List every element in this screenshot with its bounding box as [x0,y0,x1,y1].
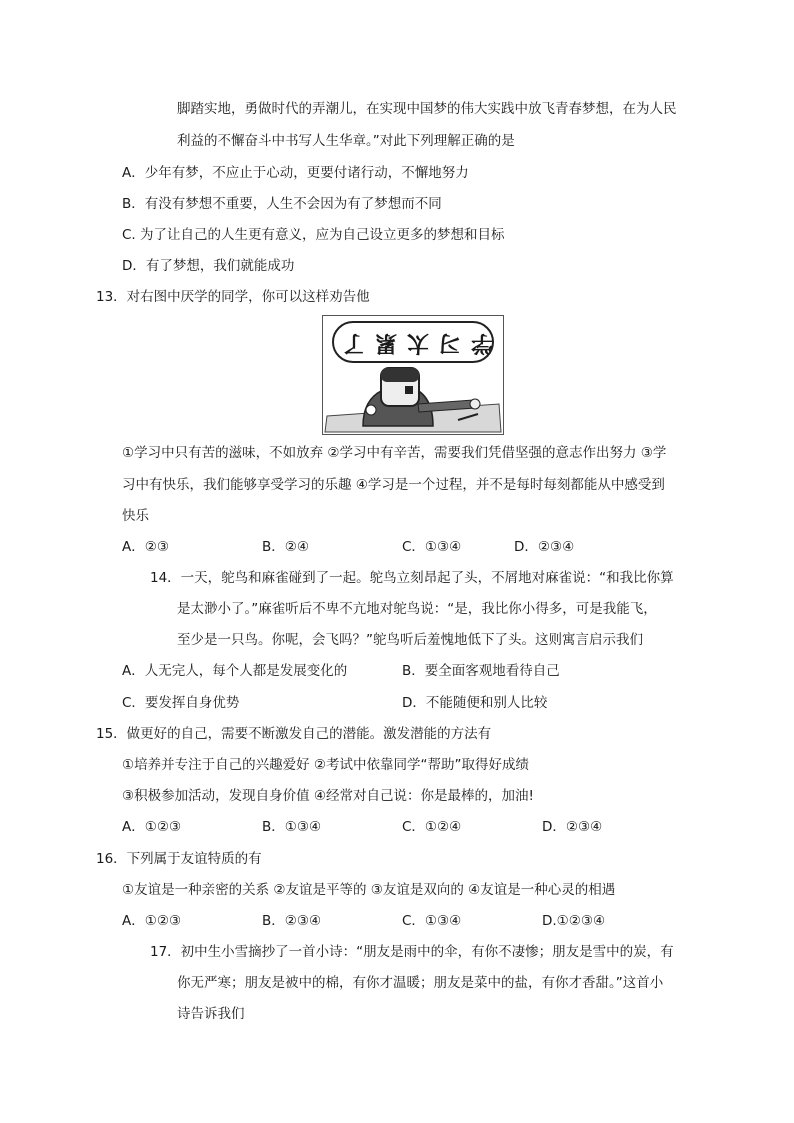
q16-option-a: A．①②③ [122,913,182,929]
q16-option-d: D.①②③④ [542,913,606,929]
q13-choices-line: 习中有快乐，我们能够享受学习的乐趣 ④学习是一个过程，并不是每时每刻都能从中感受到 [122,477,665,493]
q14-option-c: C．要发挥自身优势 [122,695,240,711]
q17-stem-line: 诗告诉我们 [177,1006,245,1022]
q12-option-a: A．少年有梦，不应止于心动，更要付诸行动，不懈地努力 [122,165,469,181]
q14-option-b: B．要全面客观地看待自己 [402,663,560,679]
q15-option-d: D．②③④ [542,819,603,835]
q14-option-d: D．不能随便和别人比较 [402,695,548,711]
q13-choices-line: 快乐 [122,508,149,524]
q16-stem: 16．下列属于友谊特质的有 [96,851,262,867]
q16-option-c: C．①③④ [402,913,462,929]
crumpled-paper [366,405,376,415]
q13-option-d: D．②③④ [514,539,575,555]
q12-option-d: D．有了梦想，我们就能成功 [122,258,295,274]
q16-choices-line: ①友谊是一种亲密的关系 ②友谊是平等的 ③友谊是双向的 ④友谊是一种心灵的相遇 [122,882,616,898]
q13-option-b: B．②④ [262,539,309,555]
student-eye [405,386,413,394]
q17-stem-line: 17．初中生小雪摘抄了一首小诗：“朋友是雨中的伞，有你不凄惨；朋友是雪中的炭，有 [150,944,674,960]
q14-stem-line: 是太渺小了。”麻雀听后不卑不亢地对鸵鸟说：“是，我比你小得多，可是我能飞， [177,601,657,617]
q15-choices-line: ①培养并专注于自己的兴趣爱好 ②考试中依靠同学“帮助”取得好成绩 [122,757,529,773]
q12-stem-line: 脚踏实地，勇做时代的弄潮儿，在实现中国梦的伟大实践中放飞青春梦想，在为人民 [177,101,677,117]
q15-option-a: A．①②③ [122,819,182,835]
q14-stem-line: 14．一天，鸵鸟和麻雀碰到了一起。鸵鸟立刻昂起了头，不屑地对麻雀说：“和我比你算 [150,570,674,586]
q16-option-b: B．②③④ [262,913,322,929]
q12-option-c: C. 为了让自己的人生更有意义，应为自己设立更多的梦想和目标 [122,227,505,243]
q13-stem: 13．对右图中厌学的同学，你可以这样劝告他 [96,289,370,305]
q13-option-c: C．①③④ [402,539,462,555]
q15-stem: 15．做更好的自己，需要不断激发自己的潜能。激发潜能的方法有 [96,726,492,742]
q14-option-a: A．人无完人，每个人都是发展变化的 [122,663,348,679]
q15-option-c: C．①②④ [402,819,462,835]
q13-choices-line: ①学习中只有苦的滋味，不如放弃 ②学习中有辛苦，需要我们凭借坚强的意志作出努力 ③学 [122,445,667,461]
q12-stem-line: 利益的不懈奋斗中书写人生华章。”对此下列理解正确的是 [177,133,515,149]
student-hair [381,368,419,382]
student-hand [470,399,480,409]
study-tired-cartoon [322,315,504,435]
q17-stem-line: 你无严寒；朋友是被中的棉，有你才温暖；朋友是菜中的盐，有你才香甜。”这首小 [177,975,664,991]
q13-option-a: A．②③ [122,539,169,555]
q15-option-b: B．①③④ [262,819,322,835]
figure-caption: 学习太累了 [333,330,494,355]
q14-stem-line: 至少是一只鸟。你呢，会飞吗？”鸵鸟听后羞愧地低下了头。这则寓言启示我们 [177,632,643,648]
q12-option-b: B．有没有梦想不重要，人生不会因为有了梦想而不同 [122,196,442,212]
q15-choices-line: ③积极参加活动，发现自身价值 ④经常对自己说：你是最棒的，加油! [122,788,534,804]
